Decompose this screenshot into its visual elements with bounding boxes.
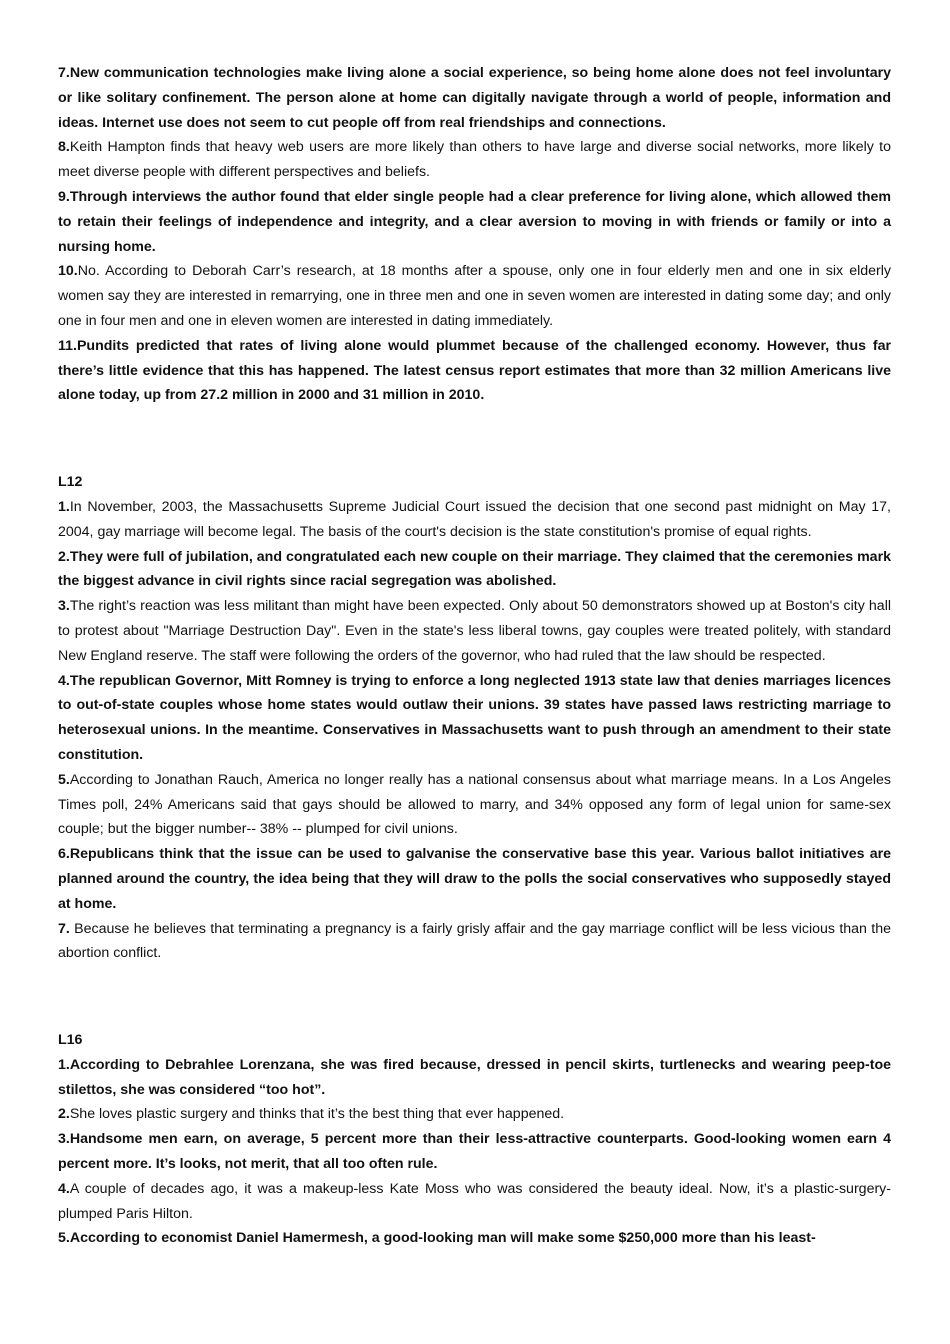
- answer-item: 10.No. According to Deborah Carr’s research, at 18 months after a spouse, only one in four elderly men and one in six elderly women say they are interested in remarrying, one in three men and one in seven women are interested in dating some day; and only one in four men and one in eleven women are interested in dating immediately.: [58, 263, 891, 329]
- answer-item: 8.Keith Hampton finds that heavy web users are more likely than others to have large and diverse social networks, more likely to meet diverse people with different perspectives and beliefs.: [58, 139, 891, 181]
- section-heading: L12: [58, 474, 83, 491]
- answer-item: 4.A couple of decades ago, it was a makeup-less Kate Moss who was considered the beauty ideal. Now, it’s a plastic-surgery-plumped Paris Hilton.: [58, 1180, 891, 1222]
- section-l12: [58, 470, 891, 966]
- answer-item: 5.According to economist Daniel Hamermesh, a good-looking man will make some $250,000 more than his least-: [58, 1230, 816, 1247]
- answer-item: 2.She loves plastic surgery and thinks that it’s the best thing that ever happened.: [58, 1106, 565, 1123]
- answer-item: 3.The right’s reaction was less militant than might have been expected. Only about 50 demonstrators showed up at Boston's city hall to protest about "Marriage Destruction Day". Even in the state's less liberal towns, gay couples were treated politely, with standard New England reserve. The staff were following the orders of the governor, who had ruled that the law should be respected.: [58, 598, 891, 664]
- section-l11-continued: [58, 61, 891, 408]
- answer-item: 1.According to Debrahlee Lorenzana, she was fired because, dressed in pencil skirts, turtlenecks and wearing peep-toe stilettos, she was considered “too hot”.: [58, 1056, 891, 1098]
- answer-item: 6.Republicans think that the issue can be used to galvanise the conservative base this year. Various ballot initiatives are planned around the country, the idea being that they will draw to the polls the social conservatives who supposedly stayed at home.: [58, 846, 891, 912]
- answer-item: 7. Because he believes that terminating a pregnancy is a fairly grisly affair and the gay marriage conflict will be less vicious than the abortion conflict.: [58, 920, 891, 962]
- answer-item: 3.Handsome men earn, on average, 5 percent more than their less-attractive counterparts. Good-looking women earn 4 percent more. It’s looks, not merit, that all too often rule.: [58, 1131, 891, 1173]
- section-spacer: [58, 966, 891, 1028]
- section-l16: [58, 1028, 891, 1251]
- answer-item: 4.The republican Governor, Mitt Romney is trying to enforce a long neglected 1913 state law that denies marriages licences to out-of-state couples whose home states would outlaw their unions. 39 states have passed laws restricting marriage to heterosexual unions. In the meantime. Conservatives in Massachusetts want to push through an amendment to their state constitution.: [58, 672, 891, 763]
- answer-item: 7.New communication technologies make living alone a social experience, so being home alone does not feel involuntary or like solitary confinement. The person alone at home can digitally navigate through a world of people, information and ideas. Internet use does not seem to cut people off from real friendships and connections.: [58, 65, 891, 131]
- answer-item: 5.According to Jonathan Rauch, America no longer really has a national consensus about what marriage means. In a Los Angeles Times poll, 24% Americans said that gays should be allowed to marry, and 34% opposed any form of legal union for same-sex couple; but the bigger number-- 38% -- plumped for civil unions.: [58, 771, 891, 838]
- answer-item: 1.In November, 2003, the Massachusetts Supreme Judicial Court issued the decision that one second past midnight on May 17, 2004, gay marriage will become legal. The basis of the court's decision is the state constitution's promise of equal rights.: [58, 498, 891, 540]
- document-page: [58, 61, 891, 1251]
- answer-item: 2.They were full of jubilation, and congratulated each new couple on their marriage. They claimed that the ceremonies mark the biggest advance in civil rights since racial segregation was abolished.: [58, 548, 891, 590]
- answer-item: 9.Through interviews the author found that elder single people had a clear preference for living alone, which allowed them to retain their feelings of independence and integrity, and a clear aversion to moving in with friends or family or into a nursing home.: [58, 188, 891, 255]
- section-spacer: [58, 408, 891, 470]
- answer-item: 11.Pundits predicted that rates of living alone would plummet because of the challenged economy. However, thus far there’s little evidence that this has happened. The latest census report estimates that more than 32 million Americans live alone today, up from 27.2 million in 2000 and 31 million in 2010.: [58, 337, 891, 404]
- section-heading: L16: [58, 1032, 83, 1049]
